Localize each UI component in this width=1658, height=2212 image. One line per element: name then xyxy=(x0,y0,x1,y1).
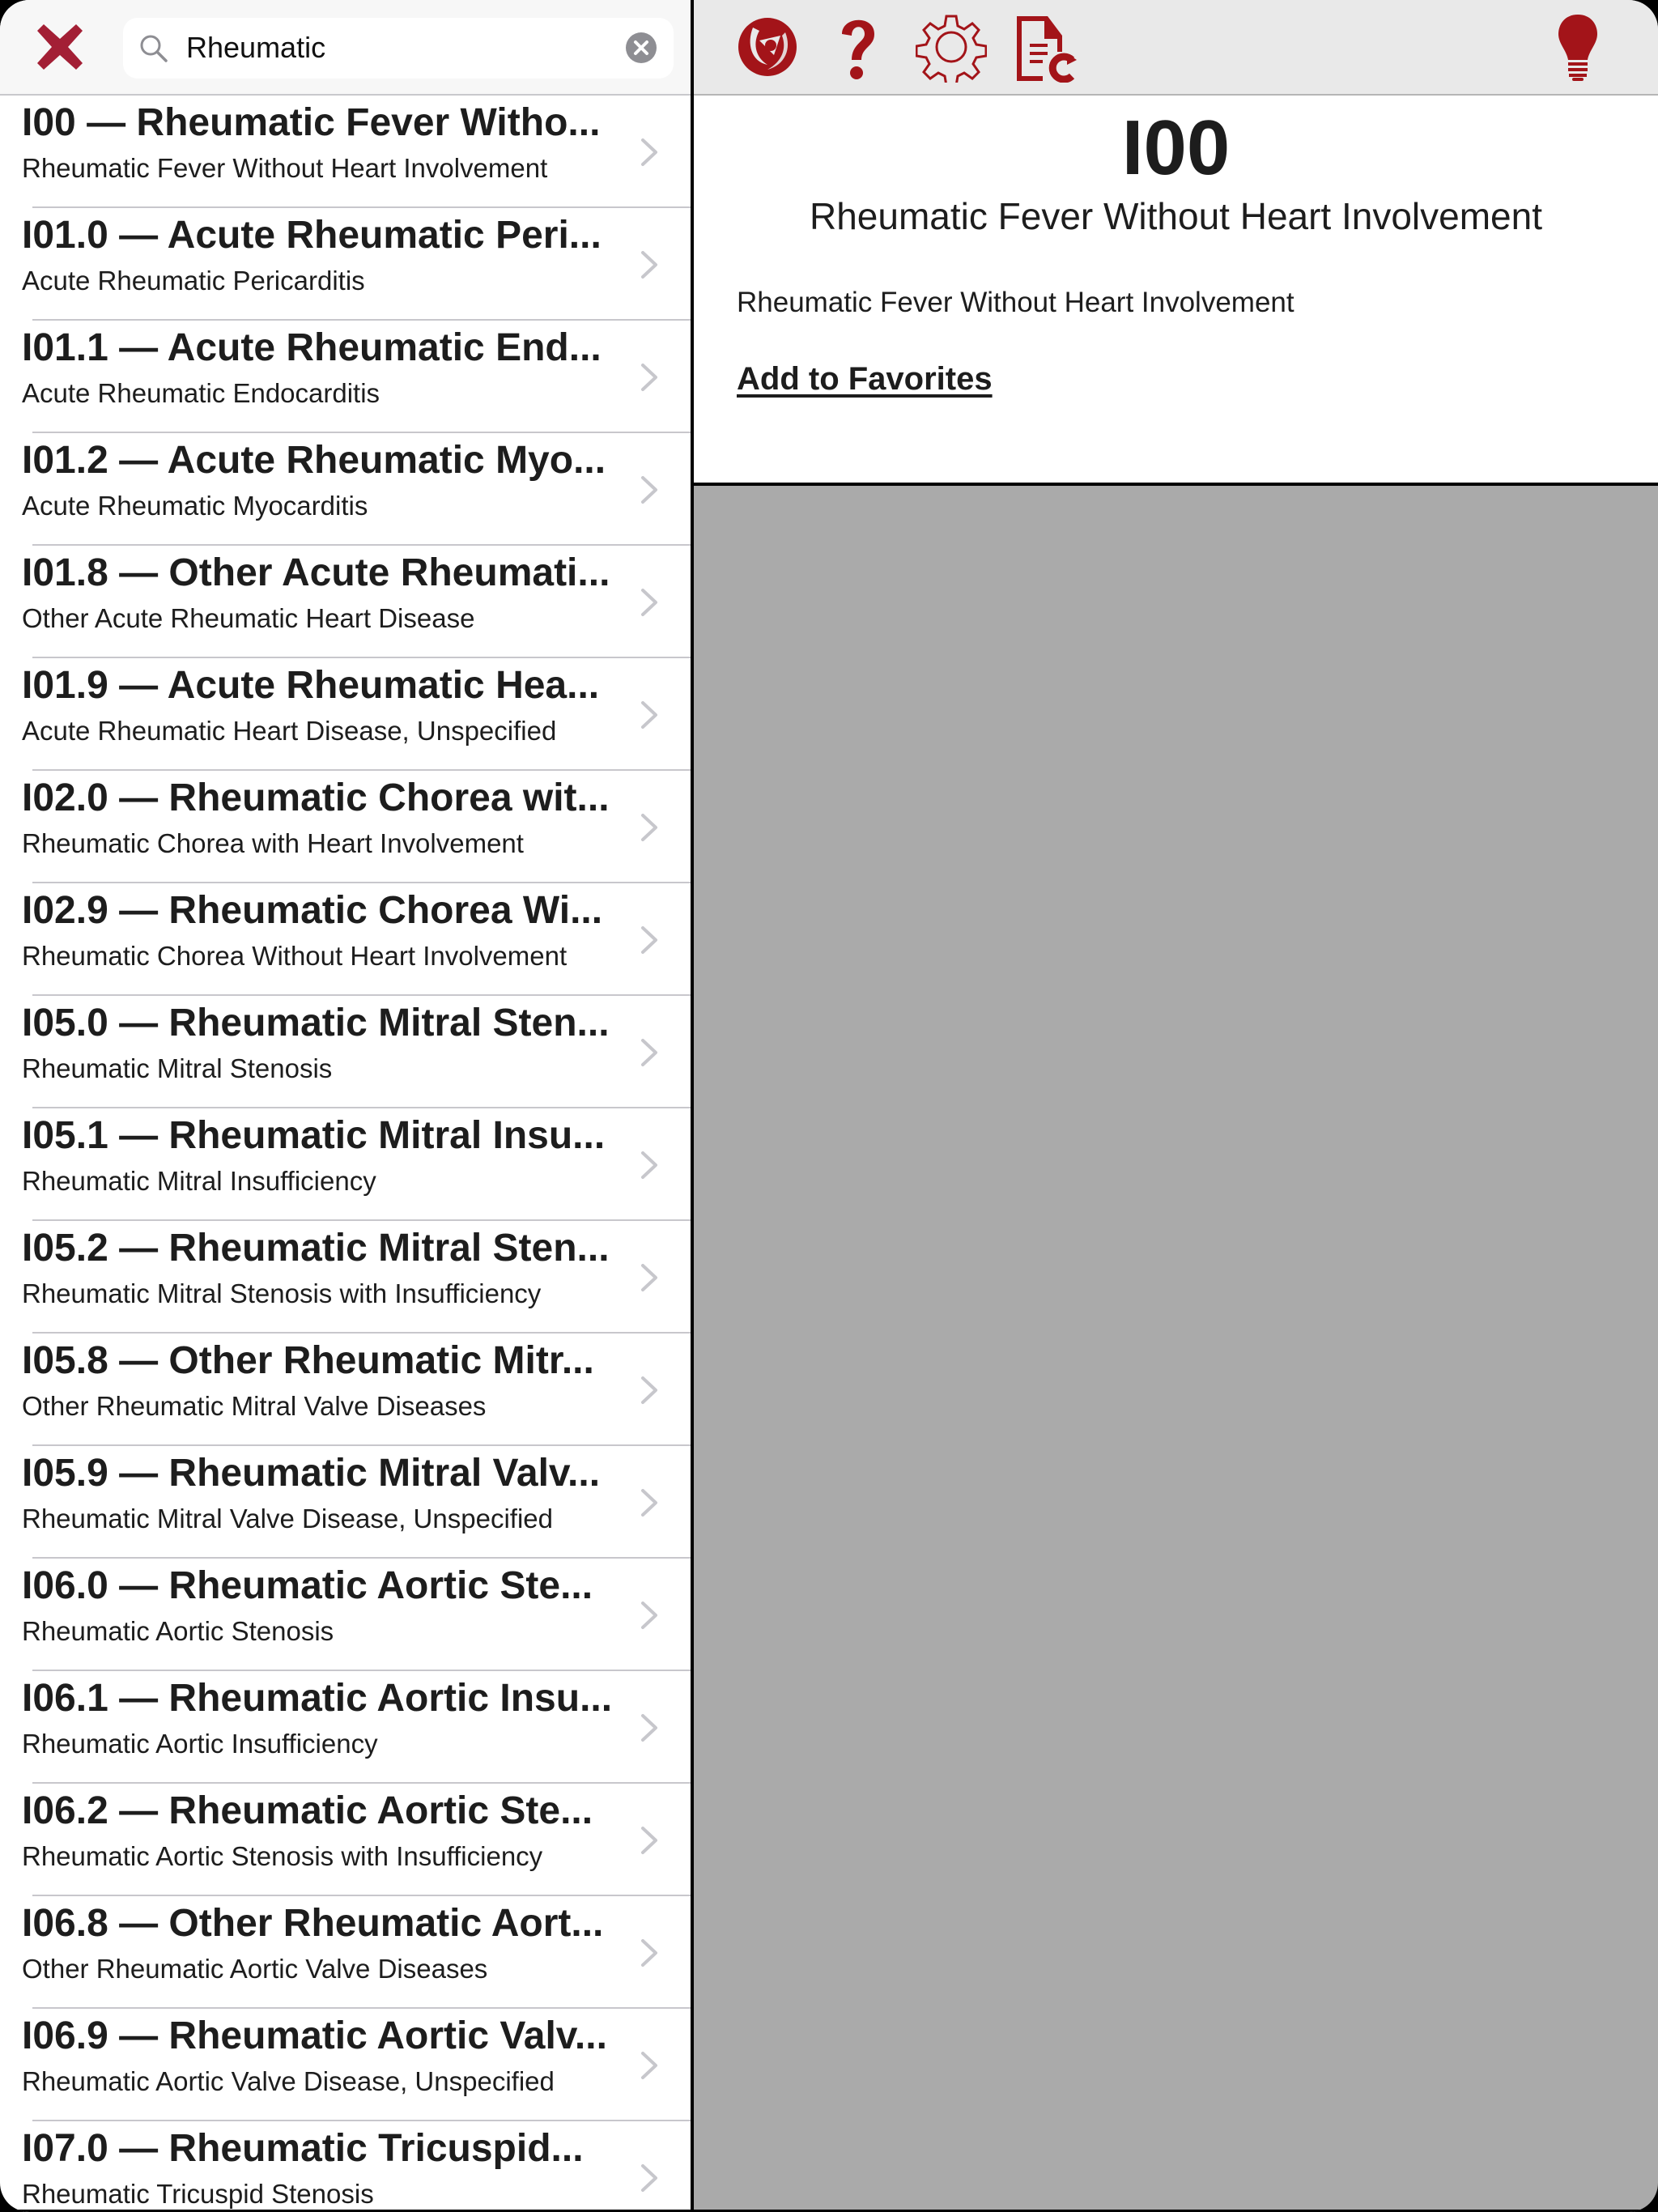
detail-title: Rheumatic Fever Without Heart Involvement xyxy=(809,195,1543,237)
chevron-right-icon xyxy=(640,813,659,842)
result-row[interactable] xyxy=(0,658,691,771)
settings-gear-icon[interactable] xyxy=(916,11,987,83)
result-subtitle: Rheumatic Aortic Valve Disease, Unspecified xyxy=(22,2066,555,2096)
result-title: I00 — Rheumatic Fever Witho... xyxy=(22,101,601,144)
result-title: I06.0 — Rheumatic Aortic Ste... xyxy=(22,1564,593,1607)
clear-circle-icon xyxy=(626,32,657,63)
chevron-right-icon xyxy=(640,1938,659,1967)
result-title: I01.9 — Acute Rheumatic Hea... xyxy=(22,664,600,707)
result-subtitle: Acute Rheumatic Myocarditis xyxy=(22,491,368,521)
chevron-right-icon xyxy=(640,1601,659,1630)
result-row[interactable] xyxy=(0,1784,691,1896)
chevron-right-icon xyxy=(640,588,659,617)
result-title: I05.2 — Rheumatic Mitral Sten... xyxy=(22,1227,610,1270)
clear-search-button[interactable] xyxy=(626,32,657,63)
result-row[interactable] xyxy=(0,1671,691,1784)
search-icon xyxy=(139,34,168,63)
result-title: I01.1 — Acute Rheumatic End... xyxy=(22,326,602,369)
result-title: I07.0 — Rheumatic Tricuspid... xyxy=(22,2127,584,2170)
result-row[interactable] xyxy=(0,996,691,1108)
result-row[interactable] xyxy=(0,1559,691,1671)
chevron-right-icon xyxy=(640,138,659,167)
chevron-right-icon xyxy=(640,1263,659,1292)
chevron-right-icon xyxy=(640,2163,659,2193)
result-subtitle: Other Rheumatic Aortic Valve Diseases xyxy=(22,1954,488,1984)
chevron-right-icon xyxy=(640,1151,659,1180)
chevron-right-icon xyxy=(640,1713,659,1742)
result-title: I06.2 — Rheumatic Aortic Ste... xyxy=(22,1789,593,1832)
result-title: I01.2 — Acute Rheumatic Myo... xyxy=(22,439,606,482)
chevron-right-icon xyxy=(640,1376,659,1405)
result-title: I02.9 — Rheumatic Chorea Wi... xyxy=(22,889,603,932)
result-row[interactable] xyxy=(0,1334,691,1446)
lightbulb-icon[interactable] xyxy=(1557,13,1599,81)
result-title: I06.9 — Rheumatic Aortic Valv... xyxy=(22,2014,607,2057)
result-subtitle: Rheumatic Fever Without Heart Involvement xyxy=(22,153,548,183)
chevron-right-icon xyxy=(640,700,659,730)
result-title: I05.9 — Rheumatic Mitral Valv... xyxy=(22,1452,601,1495)
result-row[interactable] xyxy=(0,1221,691,1334)
toolbar xyxy=(694,0,1658,96)
close-button[interactable] xyxy=(34,21,86,73)
result-subtitle: Rheumatic Aortic Insufficiency xyxy=(22,1729,378,1759)
result-subtitle: Acute Rheumatic Heart Disease, Unspecified xyxy=(22,716,557,746)
result-row[interactable] xyxy=(0,2009,691,2121)
chevron-right-icon xyxy=(640,2051,659,2080)
chevron-right-icon xyxy=(640,1826,659,1855)
results-list xyxy=(0,96,691,2212)
chevron-right-icon xyxy=(640,925,659,955)
result-row[interactable] xyxy=(0,2121,691,2212)
result-row[interactable] xyxy=(0,883,691,996)
close-x-icon xyxy=(34,21,86,73)
chevron-right-icon xyxy=(640,250,659,279)
help-icon[interactable] xyxy=(834,11,882,83)
result-subtitle: Rheumatic Aortic Stenosis with Insufficiency xyxy=(22,1841,543,1871)
result-title: I05.0 — Rheumatic Mitral Sten... xyxy=(22,1002,610,1044)
chevron-right-icon xyxy=(640,363,659,392)
result-subtitle: Rheumatic Chorea with Heart Involvement xyxy=(22,828,524,858)
detail-pane xyxy=(694,0,1658,2212)
search-input[interactable] xyxy=(186,24,640,71)
result-title: I01.0 — Acute Rheumatic Peri... xyxy=(22,214,602,257)
detail-description: Rheumatic Fever Without Heart Involvement xyxy=(737,287,1295,318)
results-pane xyxy=(0,0,691,2212)
result-subtitle: Rheumatic Chorea Without Heart Involvement xyxy=(22,941,568,971)
result-subtitle: Rheumatic Mitral Valve Disease, Unspecified xyxy=(22,1504,553,1534)
result-row[interactable] xyxy=(0,208,691,321)
result-subtitle: Other Rheumatic Mitral Valve Diseases xyxy=(22,1391,487,1421)
result-subtitle: Acute Rheumatic Pericarditis xyxy=(22,266,365,296)
document-copy-icon[interactable] xyxy=(1012,11,1077,83)
search-header xyxy=(0,0,691,96)
result-row[interactable] xyxy=(0,433,691,546)
result-subtitle: Rheumatic Tricuspid Stenosis xyxy=(22,2179,374,2209)
result-title: I02.0 — Rheumatic Chorea wit... xyxy=(22,776,610,819)
result-title: I06.1 — Rheumatic Aortic Insu... xyxy=(22,1677,613,1720)
result-row[interactable] xyxy=(0,1108,691,1221)
result-row[interactable] xyxy=(0,1446,691,1559)
detail-code: I00 xyxy=(1121,104,1231,191)
result-row[interactable] xyxy=(0,1896,691,2009)
result-row[interactable] xyxy=(0,546,691,658)
chevron-right-icon xyxy=(640,1488,659,1517)
result-subtitle: Rheumatic Mitral Insufficiency xyxy=(22,1166,376,1196)
result-title: I05.8 — Other Rheumatic Mitr... xyxy=(22,1339,594,1382)
result-title: I06.8 — Other Rheumatic Aort... xyxy=(22,1902,604,1945)
result-row[interactable] xyxy=(0,96,691,208)
result-subtitle: Other Acute Rheumatic Heart Disease xyxy=(22,603,475,633)
result-title: I05.1 — Rheumatic Mitral Insu... xyxy=(22,1114,606,1157)
result-subtitle: Rheumatic Mitral Stenosis with Insufficiency xyxy=(22,1278,542,1308)
search-field[interactable] xyxy=(123,18,674,79)
code-detail-card xyxy=(694,96,1658,486)
add-to-favorites-link[interactable]: Add to Favorites xyxy=(737,361,993,397)
result-row[interactable] xyxy=(0,771,691,883)
result-row[interactable] xyxy=(0,321,691,433)
app-logo-icon[interactable] xyxy=(735,11,800,83)
result-subtitle: Acute Rheumatic Endocarditis xyxy=(22,378,380,408)
chevron-right-icon xyxy=(640,1038,659,1067)
chevron-right-icon xyxy=(640,475,659,504)
result-subtitle: Rheumatic Mitral Stenosis xyxy=(22,1053,333,1083)
result-title: I01.8 — Other Acute Rheumati... xyxy=(22,551,610,594)
result-subtitle: Rheumatic Aortic Stenosis xyxy=(22,1616,334,1646)
